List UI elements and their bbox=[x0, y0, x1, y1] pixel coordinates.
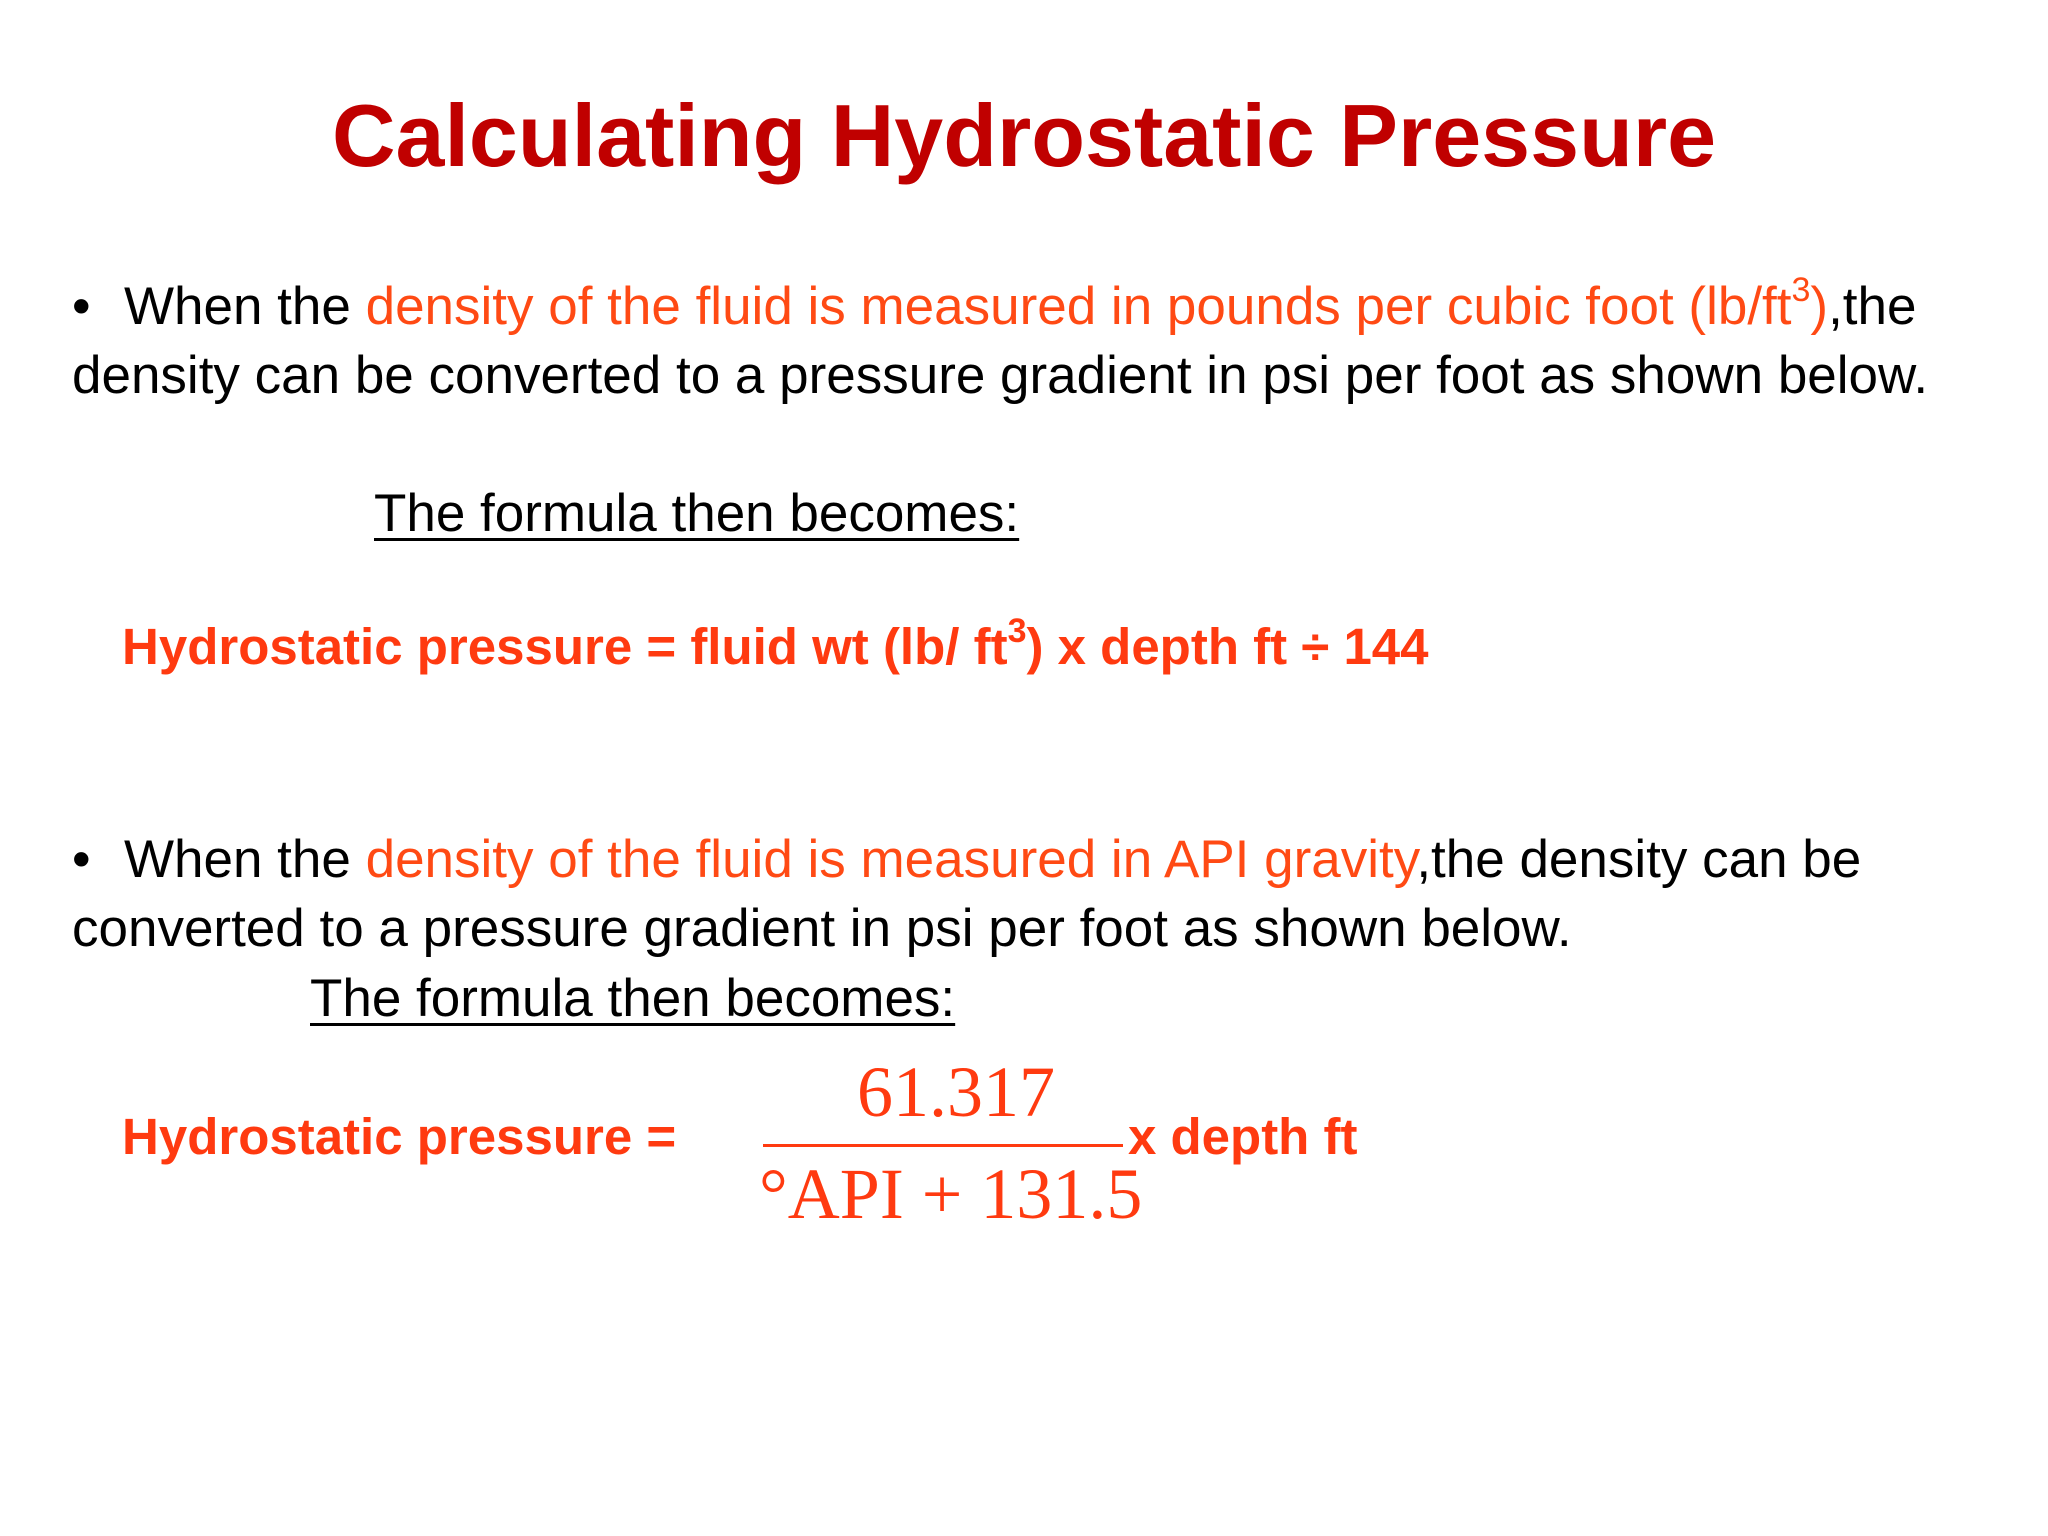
highlight-text: density of the fluid is measured in API gravity bbox=[365, 830, 1417, 889]
formula-superscript-3: 3 bbox=[1007, 612, 1027, 650]
formula-lb-ft3 bbox=[122, 612, 1429, 676]
fraction-denominator: °API + 131.5 bbox=[759, 1154, 1143, 1234]
formula-subheading-1: The formula then becomes: bbox=[374, 484, 1020, 543]
fraction-bar bbox=[763, 1144, 1123, 1147]
formula-subheading-2: The formula then becomes: bbox=[310, 969, 956, 1028]
fraction-numerator: 61.317 bbox=[857, 1052, 1055, 1132]
bullet-paragraph-api bbox=[72, 825, 2002, 963]
formula-api-label: Hydrostatic pressure = bbox=[122, 1108, 677, 1165]
formula-part2: ) x depth ft ÷ 144 bbox=[1026, 618, 1429, 675]
paragraph-rest: ,the density can be converted to a pressure gradient in psi per foot as shown below. bbox=[72, 830, 1862, 958]
formula-part1: Hydrostatic pressure = fluid wt (lb/ ft bbox=[122, 618, 1008, 675]
highlight-close: ) bbox=[1810, 277, 1829, 336]
paragraph-rest: ,the density can be converted to a pressure gradient in psi per foot as shown below. bbox=[72, 277, 1929, 405]
bullet-paragraph-lb-ft3 bbox=[72, 272, 2002, 410]
bullet-icon: • bbox=[72, 277, 91, 336]
formula-api-tail: x depth ft bbox=[1128, 1108, 1358, 1165]
superscript-3: 3 bbox=[1791, 271, 1811, 310]
paragraph-lead: When the bbox=[124, 277, 366, 336]
bullet-icon: • bbox=[72, 830, 91, 889]
paragraph-lead: When the bbox=[124, 830, 366, 889]
highlight-main: density of the fluid is measured in pounds per cubic foot (lb/ft bbox=[365, 277, 1792, 336]
slide-title: Calculating Hydrostatic Pressure bbox=[331, 86, 1717, 185]
highlight-text bbox=[365, 271, 1829, 336]
